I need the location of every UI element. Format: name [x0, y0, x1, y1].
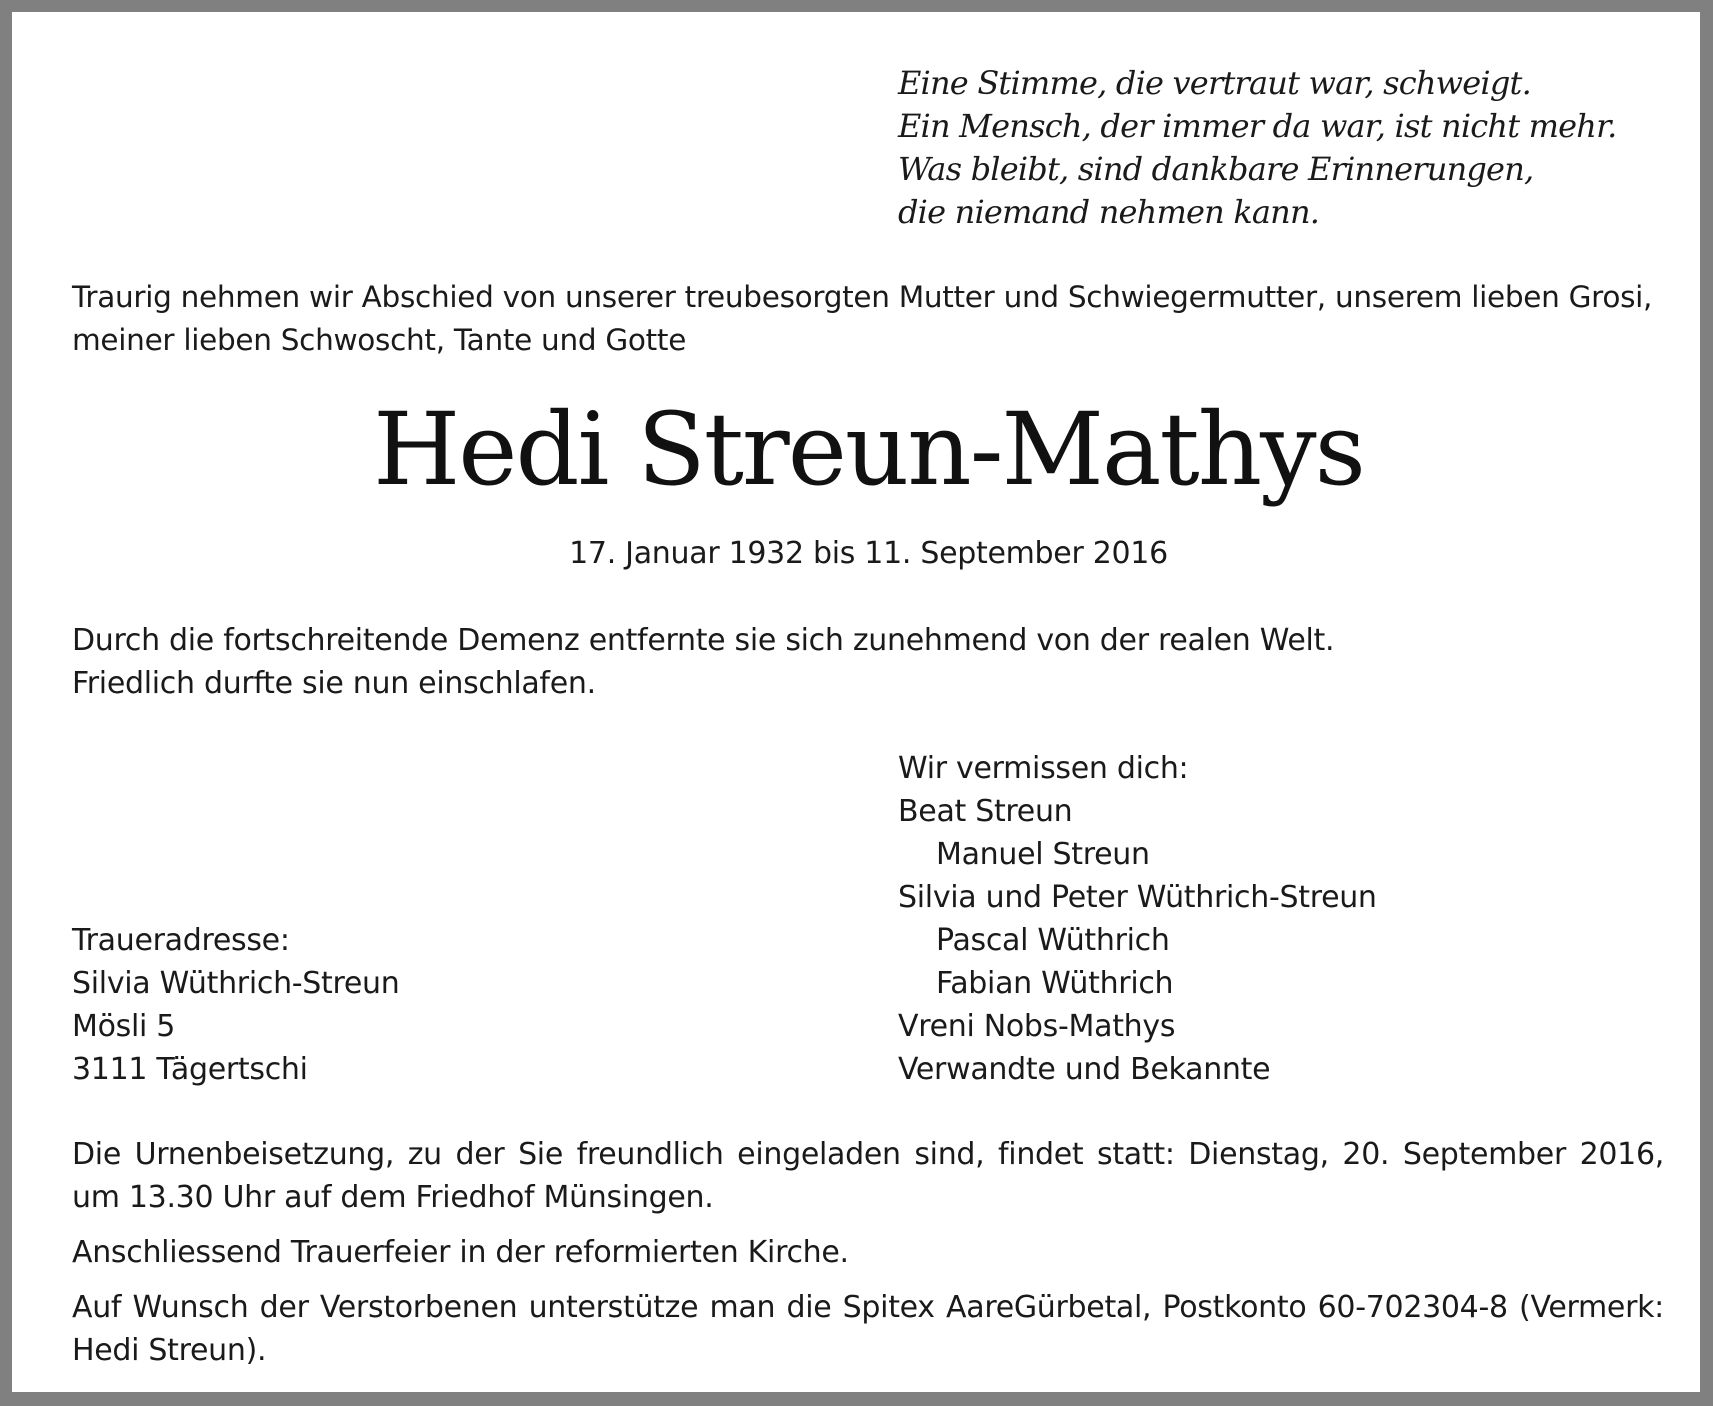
intro-line: meiner lieben Schwoscht, Tante und Gotte: [72, 323, 687, 357]
address-name: Silvia Wüthrich-Streun: [72, 966, 400, 1001]
farewell-text: [72, 619, 1334, 705]
donation-line: Hedi Streun).: [72, 1333, 267, 1368]
ceremony-info: [72, 1133, 1664, 1384]
mourner-entry: Verwandte und Bekannte: [898, 1052, 1271, 1087]
poem-line: Was bleibt, sind dankbare Erinnerungen,: [898, 150, 1534, 188]
donation-paragraph: [72, 1286, 1664, 1372]
poem-line: Eine Stimme, die vertraut war, schweigt.: [898, 64, 1531, 102]
deceased-name: Hedi Streun-Mathys: [373, 391, 1364, 508]
followup-line: Anschliessend Trauerfeier in der reformierten Kirche.: [72, 1235, 849, 1270]
donation-line: Auf Wunsch der Verstorbenen unterstütze man die Spitex AareGürbetal, Postkonto 60-702304-8 (Vermerk:: [72, 1290, 1664, 1325]
poem-line: Ein Mensch, der immer da war, ist nicht mehr.: [898, 107, 1617, 145]
poem-line: die niemand nehmen kann.: [898, 193, 1320, 231]
ceremony-paragraph: [72, 1133, 1664, 1219]
ceremony-line: um 13.30 Uhr auf dem Friedhof Münsingen.: [72, 1180, 714, 1215]
mourner-entry: Silvia und Peter Wüthrich-Streun: [898, 880, 1377, 915]
intro-line: Traurig nehmen wir Abschied von unserer treubesorgten Mutter und Schwiegermutter, unserem lieben Grosi,: [72, 280, 1653, 314]
farewell-line: Friedlich durfte sie nun einschlafen.: [72, 666, 596, 701]
life-dates: 17. Januar 1932 bis 11. September 2016: [569, 536, 1168, 571]
mourning-address: [72, 919, 399, 1091]
farewell-line: Durch die fortschreitende Demenz entfernte sie sich zunehmend von der realen Welt.: [72, 623, 1335, 658]
address-label: Traueradresse:: [72, 923, 290, 958]
mourner-entry: Vreni Nobs-Mathys: [898, 1009, 1176, 1044]
mourners-list: [898, 747, 1377, 1091]
mourner-entry: Pascal Wüthrich: [936, 923, 1170, 958]
ceremony-line: Die Urnenbeisetzung, zu der Sie freundlich eingeladen sind, findet statt: Dienstag, 20. September 2016,: [72, 1137, 1664, 1172]
address-city: 3111 Tägertschi: [72, 1052, 308, 1087]
mourners-heading: Wir vermissen dich:: [898, 751, 1189, 786]
mourner-entry: Beat Streun: [898, 794, 1073, 829]
mourner-entry: Fabian Wüthrich: [936, 966, 1174, 1001]
mourner-entry: Manuel Streun: [936, 837, 1150, 872]
address-street: Mösli 5: [72, 1009, 176, 1044]
poem: [898, 62, 1616, 234]
followup-paragraph: [72, 1231, 1664, 1274]
intro-text: [72, 276, 1672, 362]
